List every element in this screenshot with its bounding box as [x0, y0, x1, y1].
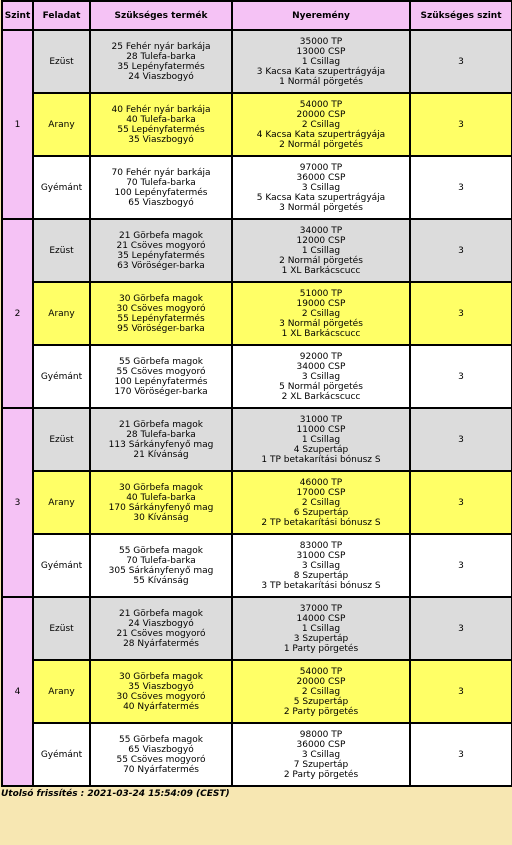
reward-item: 19000 CSP [296, 298, 346, 309]
reward-item: 34000 TP [299, 225, 343, 236]
required-product-item: 55 Csöves mogyoró [116, 366, 206, 377]
required-product-item: 24 Viaszbogyó [128, 618, 194, 629]
header-row [2, 1, 512, 30]
required-product-cell [90, 93, 232, 156]
reward-item: 92000 TP [299, 351, 343, 362]
reward-item: 20000 CSP [296, 676, 346, 687]
required-product-cell [90, 345, 232, 408]
table-row [2, 219, 512, 282]
reward-item: 8 Szupertáp [293, 570, 349, 581]
reward-item: 2 Csillag [301, 308, 341, 319]
task-cell: Arany [33, 471, 90, 534]
reward-cell [232, 534, 410, 597]
required-product-item: 55 Lepényfatermés [117, 313, 205, 324]
reward-item: 5 Szupertáp [293, 696, 349, 707]
reward-item: 4 Szupertáp [293, 444, 349, 455]
reward-item: 83000 TP [299, 540, 343, 551]
required-product-item: 40 Fehér nyár barkája [111, 104, 211, 115]
header-reward: Nyeremény [232, 1, 410, 30]
required-product-item: 65 Viaszbogyó [128, 744, 194, 755]
reward-item: 3 Csillag [301, 371, 341, 382]
task-cell: Gyémánt [33, 156, 90, 219]
table-row [2, 471, 512, 534]
reward-item: 1 XL Barkácscucc [281, 265, 361, 276]
required-product-cell [90, 156, 232, 219]
task-cell: Gyémánt [33, 534, 90, 597]
reward-cell [232, 282, 410, 345]
reward-item: 1 Csillag [301, 623, 341, 634]
reward-item: 2 Csillag [301, 497, 341, 508]
reward-cell [232, 30, 410, 93]
task-cell: Ezüst [33, 408, 90, 471]
reward-cell [232, 597, 410, 660]
header-task: Feladat [33, 1, 90, 30]
reward-item: 4 Kacsa Kata szupertrágyája [256, 129, 386, 140]
required-product-item: 24 Viaszbogyó [128, 71, 194, 82]
reward-item: 2 XL Barkácscucc [281, 391, 361, 402]
reward-item: 3 TP betakarítási bónusz S [261, 580, 381, 591]
required-product-item: 55 Csöves mogyoró [116, 754, 206, 765]
reward-item: 1 TP betakarítási bónusz S [261, 454, 381, 465]
required-product-item: 170 Sárkányfenyő mag [108, 502, 214, 513]
table-row [2, 93, 512, 156]
required-product-item: 30 Csöves mogyoró [116, 691, 206, 702]
reward-item: 3 Csillag [301, 749, 341, 760]
reward-item: 3 Csillag [301, 560, 341, 571]
required-level-cell: 3 [410, 660, 512, 723]
required-product-item: 40 Tulefa-barka [126, 492, 196, 503]
reward-item: 3 Normál pörgetés [279, 318, 363, 329]
reward-item: 20000 CSP [296, 109, 346, 120]
reward-item: 51000 TP [299, 288, 343, 299]
header-level: Szint [2, 1, 33, 30]
reward-item: 2 Normál pörgetés [279, 139, 363, 150]
reward-item: 5 Kacsa Kata szupertrágyája [256, 192, 386, 203]
required-product-cell [90, 534, 232, 597]
reward-item: 54000 TP [299, 666, 343, 677]
required-level-cell: 3 [410, 723, 512, 786]
reward-item: 36000 CSP [296, 172, 346, 183]
reward-item: 1 Csillag [301, 245, 341, 256]
reward-cell [232, 660, 410, 723]
required-level-cell: 3 [410, 597, 512, 660]
required-product-item: 100 Lepényfatermés [114, 376, 208, 387]
required-product-item: 35 Viaszbogyó [128, 681, 194, 692]
reward-item: 6 Szupertáp [293, 507, 349, 518]
required-level-cell: 3 [410, 408, 512, 471]
required-product-item: 21 Görbefa magok [118, 608, 203, 619]
required-product-cell [90, 282, 232, 345]
table-row [2, 156, 512, 219]
table-row [2, 345, 512, 408]
reward-cell [232, 408, 410, 471]
reward-item: 3 Szupertáp [293, 633, 349, 644]
required-product-item: 28 Nyárfatermés [123, 638, 199, 649]
reward-item: 2 TP betakarítási bónusz S [261, 517, 381, 528]
required-product-item: 65 Viaszbogyó [128, 197, 194, 208]
required-level-cell: 3 [410, 471, 512, 534]
required-product-item: 35 Lepényfatermés [117, 250, 205, 261]
required-level-cell: 3 [410, 345, 512, 408]
required-product-cell [90, 597, 232, 660]
required-product-item: 70 Tulefa-barka [126, 177, 196, 188]
reward-item: 2 Normál pörgetés [279, 255, 363, 266]
required-product-item: 70 Nyárfatermés [123, 764, 199, 775]
required-product-item: 30 Csöves mogyoró [116, 303, 206, 314]
last-updated: Utolsó frissítés : 2021-03-24 15:54:09 (CEST) [1, 789, 230, 799]
required-level-cell: 3 [410, 156, 512, 219]
reward-item: 1 Normál pörgetés [279, 76, 363, 87]
required-product-item: 21 Kívánság [133, 449, 189, 460]
task-cell: Ezüst [33, 219, 90, 282]
level-cell: 3 [2, 408, 33, 597]
level-cell: 1 [2, 30, 33, 219]
required-product-item: 30 Kívánság [133, 512, 189, 523]
reward-item: 3 Kacsa Kata szupertrágyája [256, 66, 386, 77]
reward-item: 3 Normál pörgetés [279, 202, 363, 213]
level-cell: 2 [2, 219, 33, 408]
required-product-cell [90, 30, 232, 93]
required-product-item: 55 Görbefa magok [118, 356, 203, 367]
reward-cell [232, 723, 410, 786]
required-product-item: 305 Sárkányfenyő mag [108, 565, 214, 576]
reward-item: 11000 CSP [296, 424, 346, 435]
required-product-item: 95 Vöröséger-barka [117, 323, 205, 334]
reward-item: 5 Normál pörgetés [279, 381, 363, 392]
required-product-cell [90, 723, 232, 786]
required-product-item: 40 Tulefa-barka [126, 114, 196, 125]
required-product-item: 63 Vöröséger-barka [117, 260, 205, 271]
table-row [2, 660, 512, 723]
required-product-item: 21 Csöves mogyoró [116, 628, 206, 639]
required-product-item: 55 Görbefa magok [118, 734, 203, 745]
reward-item: 31000 TP [299, 414, 343, 425]
required-product-item: 21 Csöves mogyoró [116, 240, 206, 251]
required-product-item: 70 Tulefa-barka [126, 555, 196, 566]
reward-item: 54000 TP [299, 99, 343, 110]
reward-item: 3 Csillag [301, 182, 341, 193]
required-product-item: 55 Lepényfatermés [117, 124, 205, 135]
header-required-product: Szükséges termék [90, 1, 232, 30]
required-product-item: 30 Görbefa magok [118, 293, 203, 304]
table-row [2, 408, 512, 471]
required-product-cell [90, 219, 232, 282]
reward-item: 34000 CSP [296, 361, 346, 372]
task-cell: Gyémánt [33, 345, 90, 408]
header-required-level: Szükséges szint [410, 1, 512, 30]
required-product-item: 25 Fehér nyár barkája [111, 41, 211, 52]
required-product-item: 40 Nyárfatermés [123, 701, 199, 712]
table-row [2, 282, 512, 345]
reward-item: 36000 CSP [296, 739, 346, 750]
required-product-item: 35 Lepényfatermés [117, 61, 205, 72]
reward-item: 1 XL Barkácscucc [281, 328, 361, 339]
reward-cell [232, 345, 410, 408]
reward-cell [232, 471, 410, 534]
reward-item: 2 Party pörgetés [283, 769, 359, 780]
reward-item: 7 Szupertáp [293, 759, 349, 770]
reward-item: 97000 TP [299, 162, 343, 173]
table-row [2, 534, 512, 597]
reward-item: 13000 CSP [296, 46, 346, 57]
required-product-item: 70 Fehér nyár barkája [111, 167, 211, 178]
required-product-cell [90, 471, 232, 534]
reward-item: 2 Party pörgetés [283, 706, 359, 717]
level-cell: 4 [2, 597, 33, 786]
required-product-item: 55 Kívánság [133, 575, 189, 586]
table-row [2, 597, 512, 660]
reward-item: 2 Csillag [301, 119, 341, 130]
required-product-item: 55 Görbefa magok [118, 545, 203, 556]
reward-item: 1 Csillag [301, 434, 341, 445]
required-product-item: 170 Vöröséger-barka [114, 386, 208, 397]
task-cell: Arany [33, 282, 90, 345]
required-level-cell: 3 [410, 93, 512, 156]
reward-item: 14000 CSP [296, 613, 346, 624]
reward-item: 35000 TP [299, 36, 343, 47]
required-level-cell: 3 [410, 219, 512, 282]
required-product-item: 28 Tulefa-barka [126, 51, 196, 62]
required-product-item: 28 Tulefa-barka [126, 429, 196, 440]
required-level-cell: 3 [410, 282, 512, 345]
reward-item: 12000 CSP [296, 235, 346, 246]
rewards-table [1, 0, 512, 787]
reward-item: 31000 CSP [296, 550, 346, 561]
task-cell: Arany [33, 93, 90, 156]
reward-item: 46000 TP [299, 477, 343, 488]
reward-cell [232, 156, 410, 219]
required-product-cell [90, 660, 232, 723]
reward-cell [232, 93, 410, 156]
reward-item: 1 Csillag [301, 56, 341, 67]
table-row [2, 30, 512, 93]
required-product-item: 35 Viaszbogyó [128, 134, 194, 145]
reward-item: 98000 TP [299, 729, 343, 740]
reward-item: 17000 CSP [296, 487, 346, 498]
required-product-item: 21 Görbefa magok [118, 230, 203, 241]
required-product-item: 30 Görbefa magok [118, 482, 203, 493]
task-cell: Ezüst [33, 30, 90, 93]
table-row [2, 723, 512, 786]
required-product-item: 100 Lepényfatermés [114, 187, 208, 198]
required-level-cell: 3 [410, 534, 512, 597]
reward-cell [232, 219, 410, 282]
reward-item: 37000 TP [299, 603, 343, 614]
reward-item: 2 Csillag [301, 686, 341, 697]
required-product-item: 21 Görbefa magok [118, 419, 203, 430]
task-cell: Gyémánt [33, 723, 90, 786]
task-cell: Arany [33, 660, 90, 723]
reward-item: 1 Party pörgetés [283, 643, 359, 654]
required-level-cell: 3 [410, 30, 512, 93]
required-product-item: 30 Görbefa magok [118, 671, 203, 682]
task-cell: Ezüst [33, 597, 90, 660]
required-product-item: 113 Sárkányfenyő mag [108, 439, 214, 450]
required-product-cell [90, 408, 232, 471]
